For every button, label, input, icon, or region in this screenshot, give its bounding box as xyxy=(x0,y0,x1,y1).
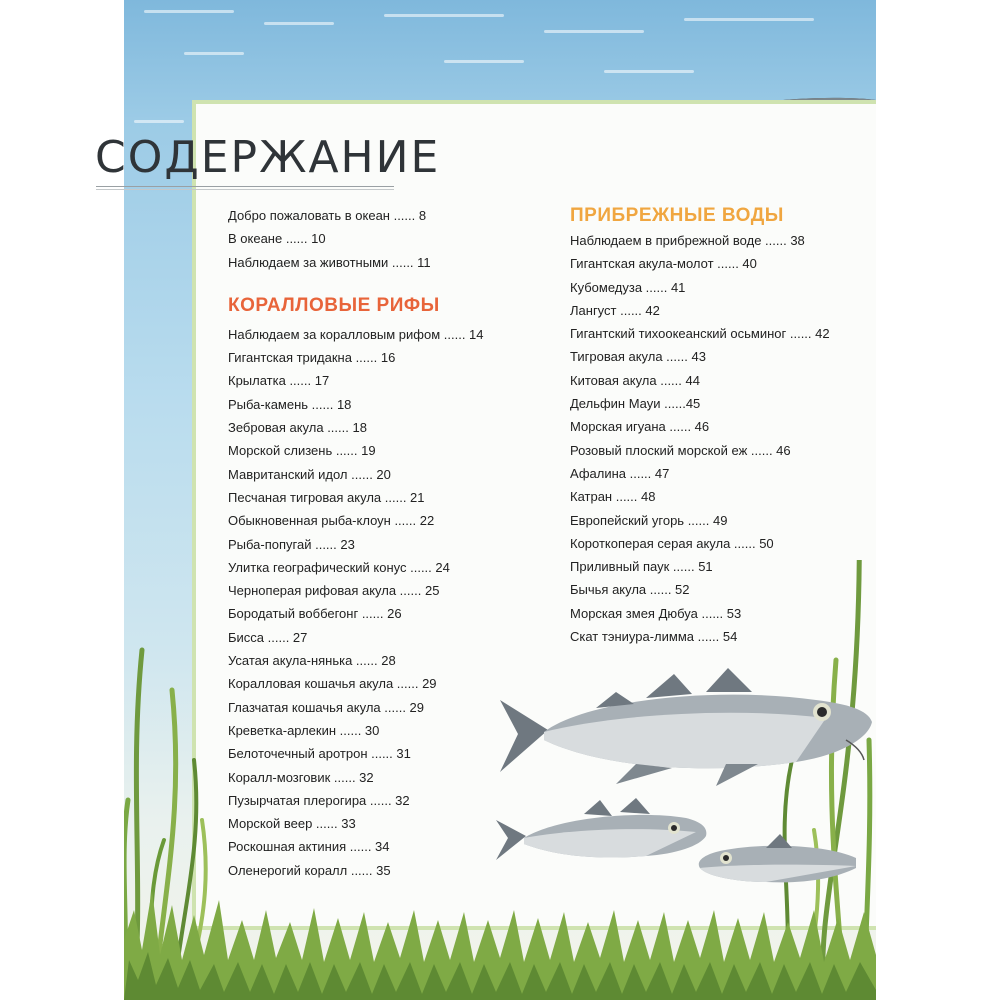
toc-entry: Бисса ...... 27 xyxy=(228,629,308,645)
section-heading-coral-reefs: КОРАЛЛОВЫЕ РИФЫ xyxy=(228,294,440,316)
right-column xyxy=(570,204,830,648)
toc-entry: Рыба-камень ...... 18 xyxy=(228,396,352,412)
toc-entry: Усатая акула-нянька ...... 28 xyxy=(228,653,396,669)
toc-entry: Морская змея Дюбуа ...... 53 xyxy=(570,605,742,621)
water-highlight xyxy=(604,70,694,73)
toc-entry: Рыба-попугай ...... 23 xyxy=(228,536,355,552)
title-underline xyxy=(96,189,394,190)
toc-entry: Лангуст ...... 42 xyxy=(570,302,660,318)
toc-entry: Короткоперая серая акула ...... 50 xyxy=(570,535,774,551)
toc-entry: Китовая акула ...... 44 xyxy=(570,372,700,388)
water-highlight xyxy=(384,14,504,17)
left-column xyxy=(228,204,484,882)
toc-entry: Обыкновенная рыба-клоун ...... 22 xyxy=(228,513,435,529)
toc-entry: Бычья акула ...... 52 xyxy=(570,582,690,598)
water-highlight xyxy=(684,18,814,21)
water-highlight xyxy=(264,22,334,25)
water-highlight xyxy=(144,10,234,13)
toc-entry: В океане ...... 10 xyxy=(228,231,326,247)
toc-entry: Добро пожаловать в океан ...... 8 xyxy=(228,208,427,223)
toc-entry: Гигантская тридакна ...... 16 xyxy=(228,350,396,366)
toc-entry: Коралловая кошачья акула ...... 29 xyxy=(228,676,437,692)
toc-entry: Улитка географический конус ...... 24 xyxy=(228,559,450,575)
toc-entry: Оленерогий коралл ...... 35 xyxy=(228,862,391,878)
toc-entry: Гигантская акула-молот ...... 40 xyxy=(570,256,757,272)
toc-entry: Песчаная тигровая акула ...... 21 xyxy=(228,489,425,505)
toc-entry: Гигантский тихоокеанский осьминог ...... 42 xyxy=(570,326,830,342)
toc-entry: Приливный паук ...... 51 xyxy=(570,559,713,575)
title-underline xyxy=(96,186,394,187)
toc-entry: Морская игуана ...... 46 xyxy=(570,419,710,435)
toc-entry: Скат тэниура-лимма ...... 54 xyxy=(570,629,738,645)
toc-entry: Кубомедуза ...... 41 xyxy=(570,279,686,295)
water-highlight xyxy=(184,52,244,55)
page-title: СОДЕРЖАНИЕ xyxy=(95,132,441,183)
toc-entry: Креветка-арлекин ...... 30 xyxy=(228,722,380,738)
toc-entry: Дельфин Мауи ......45 xyxy=(570,396,701,412)
toc-entry: Крылатка ...... 17 xyxy=(228,373,330,389)
section-heading-coastal-waters: ПРИБРЕЖНЫЕ ВОДЫ xyxy=(570,205,784,226)
water-highlight xyxy=(444,60,524,63)
toc-entry: Бородатый воббегонг ...... 26 xyxy=(228,606,402,622)
toc-entry: Афалина ...... 47 xyxy=(570,465,670,481)
toc-entry: Европейский угорь ...... 49 xyxy=(570,512,728,528)
toc-entry: Катран ...... 48 xyxy=(570,489,656,505)
toc-entry: Морской веер ...... 33 xyxy=(228,816,356,832)
toc-entry: Коралл-мозговик ...... 32 xyxy=(228,769,374,785)
toc-entry: Наблюдаем в прибрежной воде ...... 38 xyxy=(570,233,805,248)
toc-entry: Наблюдаем за животными ...... 11 xyxy=(228,254,431,270)
toc-entry: Тигровая акула ...... 43 xyxy=(570,349,706,365)
cod-fish-image xyxy=(496,660,876,910)
water-highlight xyxy=(134,120,184,123)
coral-reef-entries xyxy=(228,323,484,882)
coastal-waters-entries xyxy=(570,229,830,648)
toc-entry: Мавританский идол ...... 20 xyxy=(228,466,391,482)
toc-entry: Глазчатая кошачья акула ...... 29 xyxy=(228,699,424,715)
toc-entry: Пузырчатая плерогира ...... 32 xyxy=(228,792,410,808)
toc-entry: Роскошная актиния ...... 34 xyxy=(228,839,390,855)
toc-entry: Розовый плоский морской еж ...... 46 xyxy=(570,442,791,458)
intro-list xyxy=(228,204,484,274)
water-highlight xyxy=(544,30,644,33)
toc-entry: Наблюдаем за коралловым рифом ...... 14 xyxy=(228,326,484,342)
toc-entry: Зебровая акула ...... 18 xyxy=(228,420,367,436)
toc-entry: Черноперая рифовая акула ...... 25 xyxy=(228,583,440,599)
toc-entry: Белоточечный аротрон ...... 31 xyxy=(228,746,411,762)
toc-entry: Морской слизень ...... 19 xyxy=(228,443,376,459)
